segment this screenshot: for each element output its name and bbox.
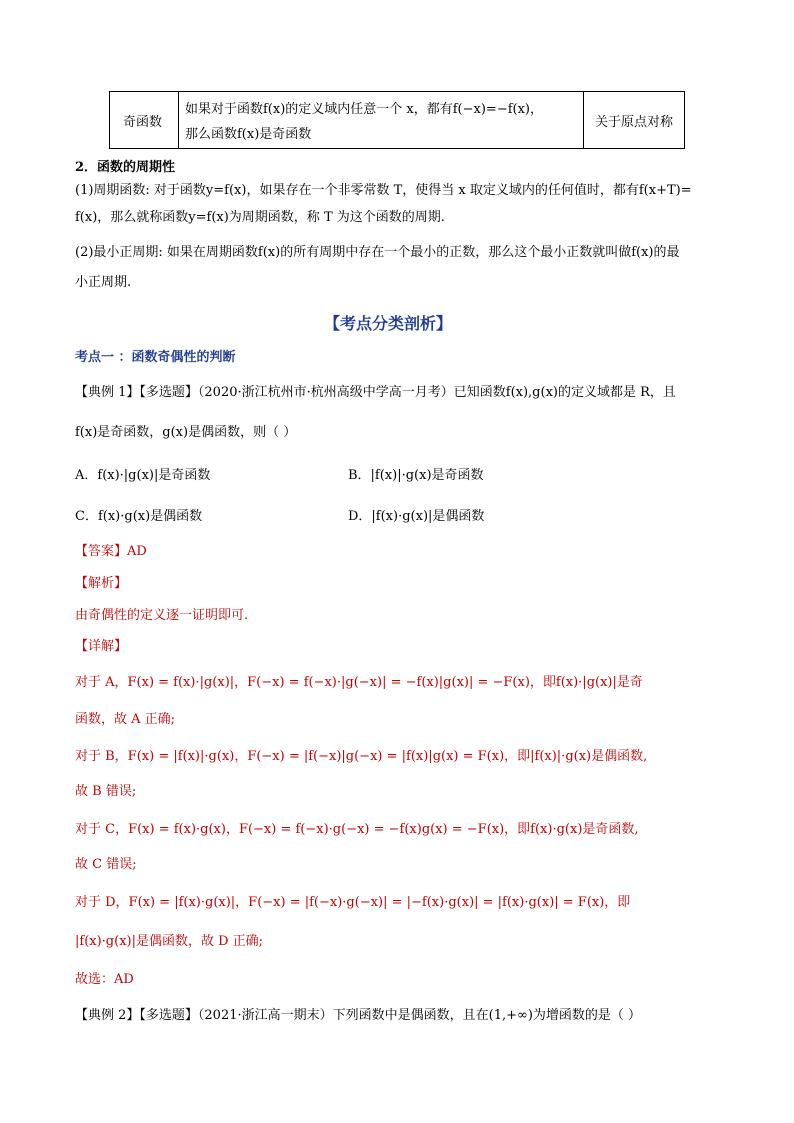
option-b: B．|f(x)|·g(x)是奇函数 [348,468,484,483]
example-2-line-1: 【典例 2】【多选题】（2021·浙江高一期末）下列函数中是偶函数，且在(1,+∞)为增函数的是（ ） [75,1008,642,1023]
analysis-label: 【解析】 [75,576,128,591]
example-1-line-2: f(x)是奇函数，g(x)是偶函数，则（ ） [75,425,297,440]
min-period-line-1: (2)最小正周期: 如果在周期函数f(x)的所有周期中存在一个最小的正数，那么这个最小正数就叫做f(x)的最 [75,245,680,260]
periodic-definition-line-1: (1)周期函数: 对于函数y=f(x)，如果存在一个非零常数 T，使得当 x 取定义域内的任何值时，都有f(x+T)= [75,183,692,198]
answer: 【答案】AD [75,544,147,559]
definition-table [109,91,685,149]
section-heading-periodicity: 2．函数的周期性 [75,160,176,175]
detail-d-line-1: 对于 D，F(x) = |f(x)·g(x)|，F(−x) = |f(−x)·g(−x)| = |−f(x)·g(x)| = |f(x)·g(x)| = F(x)，即 [75,895,631,910]
periodic-definition-line-2: f(x)，那么就称函数y=f(x)为周期函数，称 T 为这个函数的周期. [75,210,445,225]
analysis-title: 【考点分类剖析】 [324,314,453,333]
definition-line-1: 如果对于函数f(x)的定义域内任意一个 x，都有f(−x)=−f(x)， [185,102,544,117]
detail-label: 【详解】 [75,639,128,654]
min-period-line-2: 小正周期. [75,275,132,290]
detail-c-line-1: 对于 C，F(x) = f(x)·g(x)，F(−x) = f(−x)·g(−x) = −f(x)g(x) = −F(x)，即f(x)·g(x)是奇函数, [75,822,639,837]
option-a: A．f(x)·|g(x)|是奇函数 [75,468,211,483]
table-cell-label [110,92,179,148]
odd-function-label: 奇函数 [123,115,163,130]
table-cell-definition [179,92,584,148]
detail-a-line-2: 函数，故 A 正确; [75,712,176,727]
example-1-line-1: 【典例 1】【多选题】（2020·浙江杭州市·杭州高级中学高一月考）已知函数f(x),g(x)的定义域都是 R，且 [75,385,676,400]
detail-c-line-2: 故 C 错误; [75,857,137,872]
definition-line-2: 那么函数f(x)是奇函数 [185,127,312,142]
topic-heading: 考点一 ：函数奇偶性的判断 [75,350,236,365]
detail-d-line-2: |f(x)·g(x)|是偶函数，故 D 正确; [75,934,264,949]
option-d: D．|f(x)·g(x)|是偶函数 [348,509,485,524]
table-cell-symmetry [584,92,684,148]
detail-b-line-1: 对于 B，F(x) = |f(x)|·g(x)，F(−x) = |f(−x)|g(−x) = |f(x)|g(x) = F(x)，即|f(x)|·g(x)是偶函数, [75,749,648,764]
detail-a-line-1: 对于 A，F(x) = f(x)·|g(x)|，F(−x) = f(−x)·|g(−x)| = −f(x)|g(x)| = −F(x)，即f(x)·|g(x)|是奇 [75,675,643,690]
final-answer: 故选：AD [75,972,134,987]
analysis-text: 由奇偶性的定义逐一证明即可. [75,608,249,623]
detail-b-line-2: 故 B 错误; [75,784,137,799]
symmetry-text: 关于原点对称 [595,115,674,130]
option-c: C．f(x)·g(x)是偶函数 [75,509,203,524]
